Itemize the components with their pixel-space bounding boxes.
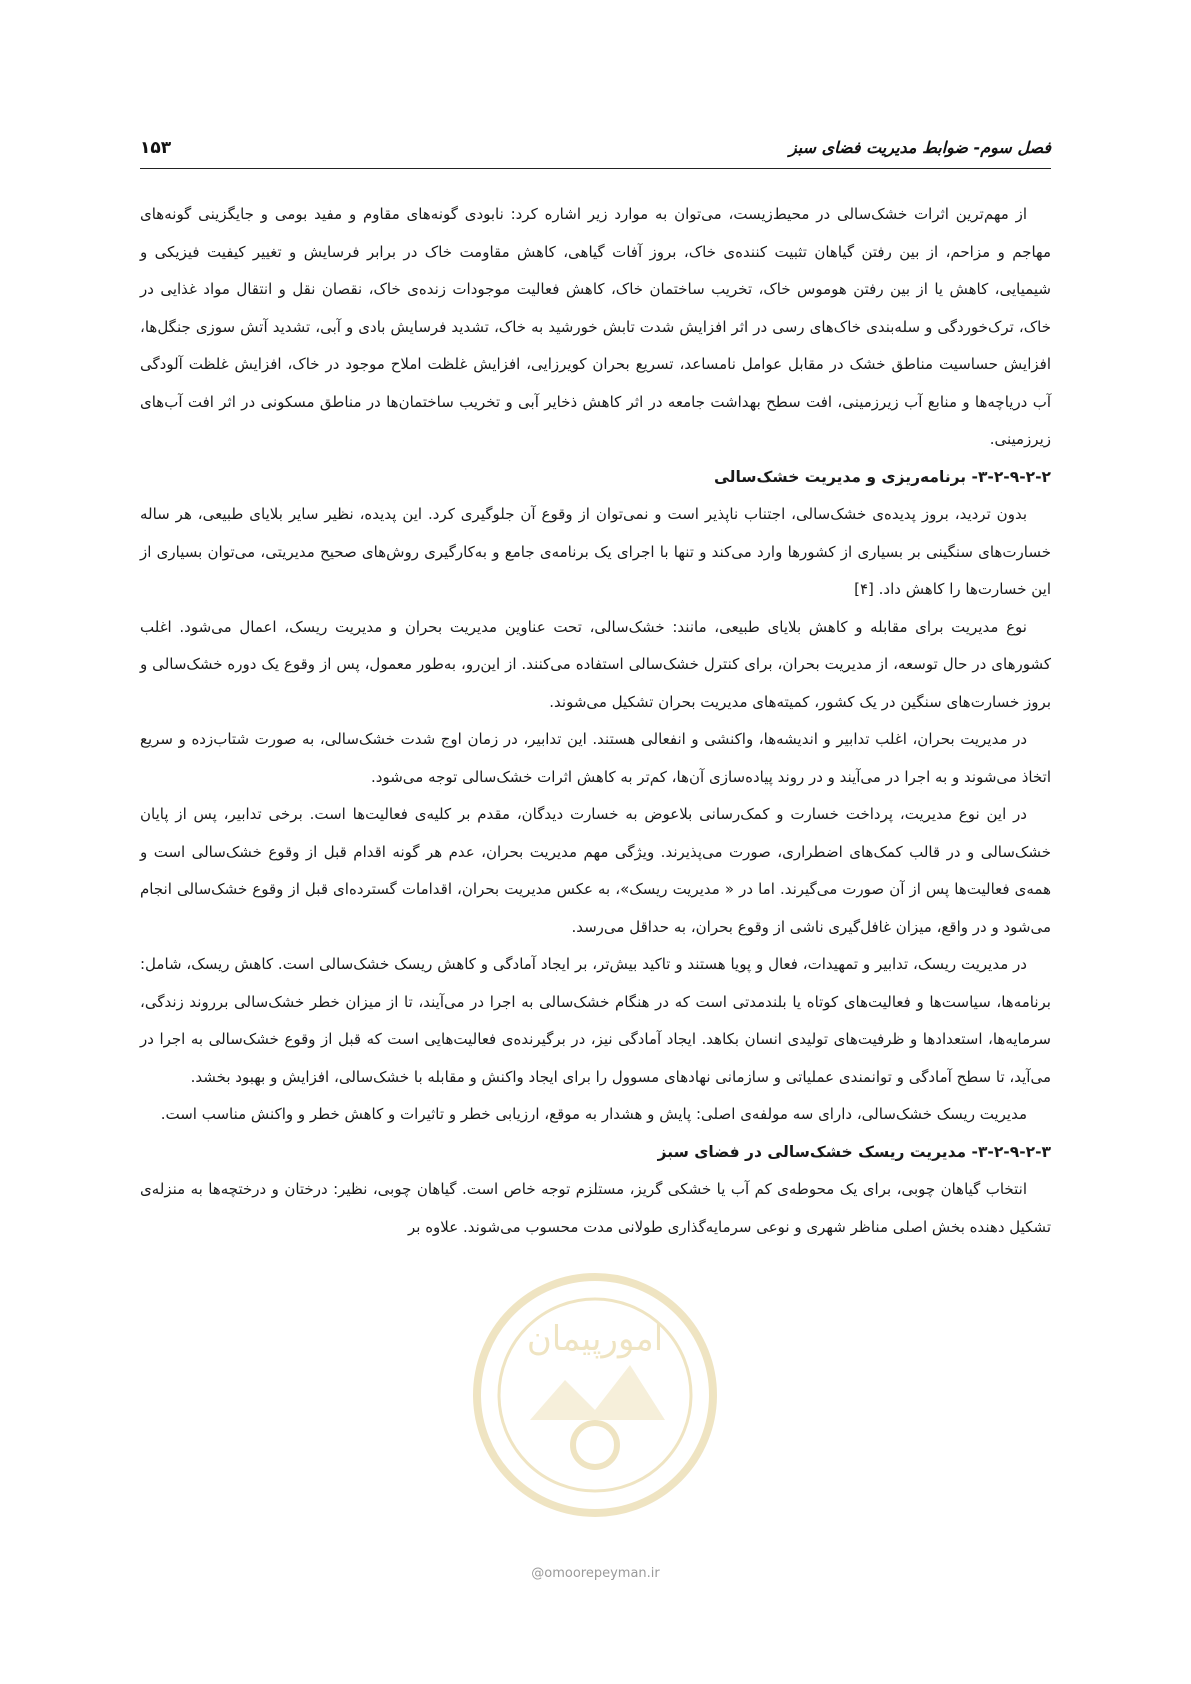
- paragraph: انتخاب گیاهان چوبی، برای یک محوطه‌ی کم آب یا خشکی گریز، مستلزم توجه خاص است. گیاهان چوبی، نظیر: درختان و درختچه‌ها به منزله‌ی تشکیل دهنده بخش اصلی مناظر شهری و نوعی سرمایه‌گذاری طولانی مدت محسوب می‌شوند. علاوه بر: [140, 1180, 1051, 1236]
- paragraph: نوع مدیریت برای مقابله و کاهش بلایای طبیعی، مانند: خشک‌سالی، تحت عناوین مدیریت بحران و مدیریت ریسک، اعمال می‌شود. اغلب کشورهای در حال توسعه، از مدیریت بحران، برای کنترل خشک‌سالی استفاده می‌کنند. از این‌رو، به‌طور معمول، پس از وقوع یک دوره خشک‌سالی و بروز خسارت‌های سنگین در یک کشور، کمیته‌های مدیریت بحران تشکیل می‌شوند.: [140, 617, 1051, 711]
- section-heading: ۳-۲-۹-۲-۳- مدیریت ریسک خشک‌سالی در فضای سبز: [657, 1142, 1051, 1161]
- page-number: ۱۵۳: [140, 138, 172, 158]
- watermark-text: امورپیمان: [526, 1319, 664, 1359]
- watermark-url: @omoorepeyman.ir: [531, 1566, 660, 1581]
- paragraph: در این نوع مدیریت، پرداخت خسارت و کمک‌رسانی بلاعوض به خسارت دیدگان، مقدم بر کلیه‌ی فعالیت‌ها است. برخی تدابیر، پس از پایان خشک‌سالی و در قالب کمک‌های اضطراری، صورت می‌پذیرند. ویژگی مهم مدیریت بحران، عدم هر گونه اقدام قبل از وقوع خشک‌سالی است و همه‌ی فعالیت‌ها پس از آن صورت می‌گیرند. اما در « مدیریت ریسک»، به عکس مدیریت بحران، اقدامات گسترده‌ای قبل از وقوع خشک‌سالی انجام می‌شود و در واقع، میزان غافل‌گیری ناشی از وقوع بحران، به حداقل می‌رسد.: [140, 805, 1051, 936]
- header-rule: [140, 168, 1051, 169]
- watermark-logo-icon: [470, 1270, 720, 1520]
- paragraph: بدون تردید، بروز پدیده‌ی خشک‌سالی، اجتناب ناپذیر است و نمی‌توان از وقوع آن جلوگیری کرد. این پدیده، نظیر سایر بلایای طبیعی، هر ساله خسارت‌های سنگینی بر بسیاری از کشورها وارد می‌کند و تنها با اجرای یک برنامه‌ی جامع و به‌کارگیری روش‌های صحیح مدیریتی، می‌توان بسیاری از این خسارت‌ها را کاهش داد. [۴]: [140, 505, 1051, 598]
- section-heading: ۳-۲-۹-۲-۲- برنامه‌ریزی و مدیریت خشک‌سالی: [713, 467, 1051, 486]
- chapter-title: فصل سوم- ضوابط مدیریت فضای سبز: [788, 138, 1051, 157]
- body-text: [140, 196, 1051, 1246]
- page-header: [140, 138, 1051, 166]
- paragraph: مدیریت ریسک خشک‌سالی، دارای سه مولفه‌ی اصلی: پایش و هشدار به موقع، ارزیابی خطر و تاثیرات و کاهش خطر و واکنش مناسب است.: [160, 1105, 1027, 1123]
- paragraph: از مهم‌ترین اثرات خشک‌سالی در محیط‌زیست، می‌توان به موارد زیر اشاره کرد: نابودی گونه‌های مقاوم و مفید بومی و جایگزینی گونه‌های مهاجم و مزاحم، از بین رفتن گیاهان تثبیت کننده‌ی خاک، بروز آفات گیاهی، کاهش مقاومت خاک در برابر فرسایش و تغییر کیفیت فیزیکی و شیمیایی، کاهش یا از بین رفتن هوموس خاک، تخریب ساختمان خاک، کاهش فعالیت موجودات زنده‌ی خاک، نقصان نقل و انتقال مواد غذایی در خاک، ترک‌خوردگی و سله‌بندی خاک‌های رسی در اثر افزایش شدت تابش خورشید به خاک، تشدید فرسایش بادی و آبی، تشدید آتش سوزی جنگل‌ها، افزایش حساسیت مناطق خشک در مقابل عوامل نامساعد، تسریع بحران کویرزایی، افزایش غلظت املاح موجود در خاک، افزایش غلظت آلودگی آب دریاچه‌ها و منابع آب زیرزمینی، افت سطح بهداشت جامعه در اثر کاهش ذخایر آبی و تخریب ساختمان‌ها در مناطق مسکونی در اثر افت آب‌های زیرزمینی.: [140, 205, 1051, 448]
- paragraph: در مدیریت بحران، اغلب تدابیر و اندیشه‌ها، واکنشی و انفعالی هستند. این تدابیر، در زمان اوج شدت خشک‌سالی، به صورت شتاب‌زده و سریع اتخاذ می‌شوند و به اجرا در می‌آیند و در روند پیاده‌سازی آن‌ها، کم‌تر به کاهش اثرات خشک‌سالی توجه می‌شود.: [140, 730, 1051, 786]
- paragraph: در مدیریت ریسک، تدابیر و تمهیدات، فعال و پویا هستند و تاکید بیش‌تر، بر ایجاد آمادگی و کاهش ریسک خشک‌سالی است. کاهش ریسک، شامل: برنامه‌ها، سیاست‌ها و فعالیت‌های کوتاه یا بلندمدتی است که در هنگام خشک‌سالی به اجرا در می‌آیند، تا از میزان خطر خشک‌سالی برروند زندگی، سرمایه‌ها، استعدادها و ظرفیت‌های تولیدی انسان بکاهد. ایجاد آمادگی نیز، در برگیرنده‌ی فعالیت‌هایی است که قبل از وقوع خشک‌سالی به اجرا در می‌آید، تا سطح آمادگی و توانمندی عملیاتی و سازمانی نهادهای مسوول را برای ایجاد واکنش و مقابله با خشک‌سالی، افزایش و بهبود بخشد.: [140, 955, 1051, 1086]
